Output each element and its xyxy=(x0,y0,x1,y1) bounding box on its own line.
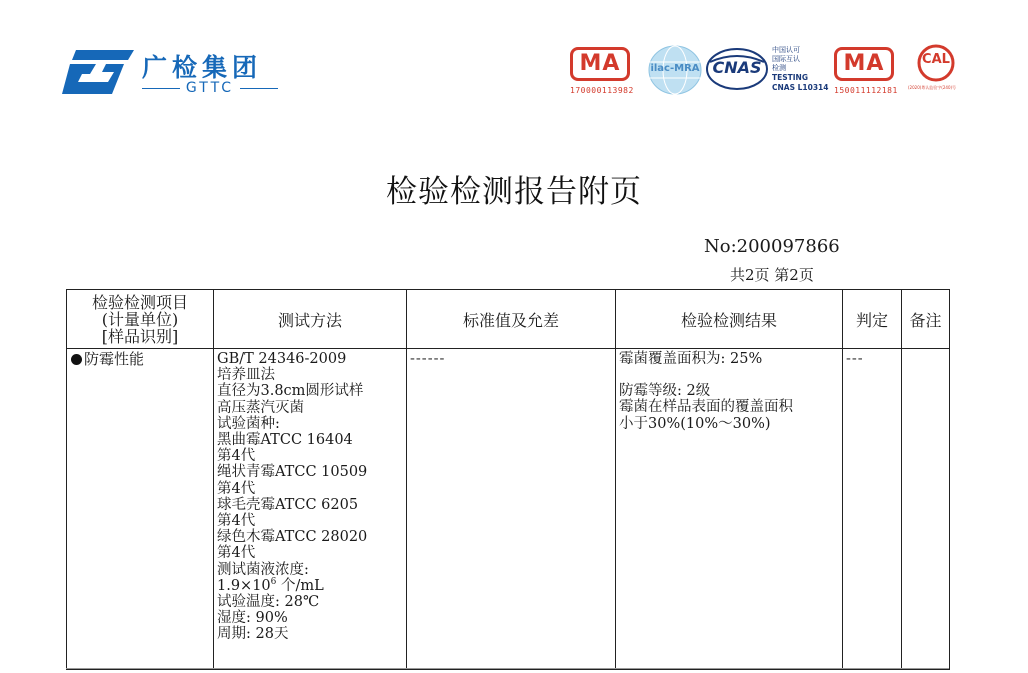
method-line: 第4代 xyxy=(217,448,256,465)
method-line: 试验菌种: xyxy=(217,415,280,432)
cell-judgement xyxy=(843,349,902,670)
result-line: 小于30%(10%～30%) xyxy=(619,415,771,432)
report-number: No:200097866 xyxy=(704,236,840,257)
table-header-row xyxy=(67,290,950,349)
result-line: 霉菌覆盖面积为: 25% xyxy=(619,351,763,367)
company-abbr: GTTC xyxy=(185,80,235,96)
header-judgement: 判定 xyxy=(843,290,902,349)
cnas-badge xyxy=(706,48,768,94)
cnas-line-2: 国际互认 xyxy=(772,55,800,63)
inspection-table xyxy=(66,289,950,670)
cell-method xyxy=(214,349,407,670)
cell-item xyxy=(67,349,214,670)
cell-remark xyxy=(902,349,950,670)
ma-number: 170000113982 xyxy=(570,86,634,95)
ma-mark: MA xyxy=(570,47,630,81)
ma-mark-2: MA xyxy=(834,47,894,81)
header-result: 检验检测结果 xyxy=(616,290,843,349)
method-line: 测试菌液浓度: xyxy=(217,561,309,578)
ma-certificate-badge-2 xyxy=(834,47,898,95)
result-line: 霉菌在样品表面的覆盖面积 xyxy=(619,399,793,416)
header-item: 检验检测项目 (计量单位) [样品识别] xyxy=(67,290,214,349)
method-line: 湿度: 90% xyxy=(217,610,288,627)
cell-standard xyxy=(407,349,616,670)
method-line: 绿色木霉ATCC 28020 xyxy=(217,529,368,546)
method-line: 培养皿法 xyxy=(217,367,275,384)
company-name-cn: 广检集团 xyxy=(142,53,263,82)
cnas-line-1: 中国认可 xyxy=(772,46,800,54)
item-name: 防霉性能 xyxy=(84,350,145,368)
cnas-code: CNAS L10314 xyxy=(772,83,829,92)
ilac-badge xyxy=(647,44,703,100)
method-line: 第4代 xyxy=(217,480,256,497)
bullet-icon xyxy=(71,354,82,365)
ma-certificate-badge xyxy=(570,47,634,95)
cnas-line-3: 检测 xyxy=(772,64,786,72)
method-line: 直径为3.8cm圆形试样 xyxy=(217,383,364,400)
gttc-logo-icon xyxy=(62,48,134,98)
divider xyxy=(142,88,180,89)
standard-value: ------ xyxy=(410,351,446,367)
header-method: 测试方法 xyxy=(214,290,407,349)
company-name-en xyxy=(142,80,278,96)
concentration-line: $1.9\times 10^6$ 个/mL xyxy=(217,577,324,594)
cal-note: (2020)粤认监验字(240)号 xyxy=(908,85,957,90)
method-line: 高压蒸汽灭菌 xyxy=(217,399,304,416)
cell-result xyxy=(616,349,843,670)
method-line: 绳状青霉ATCC 10509 xyxy=(217,464,368,481)
method-line: 试验温度: 28℃ xyxy=(217,594,320,611)
judgement-value: --- xyxy=(846,351,864,367)
company-logo xyxy=(62,44,292,104)
method-line: GB/T 24346-2009 xyxy=(217,351,347,367)
table-row xyxy=(67,349,950,670)
method-line: 黑曲霉ATCC 16404 xyxy=(217,432,353,449)
header-remark: 备注 xyxy=(902,290,950,349)
cal-badge xyxy=(908,44,964,90)
ilac-label: ilac-MRA xyxy=(650,63,700,74)
method-line: 第4代 xyxy=(217,545,256,562)
cnas-label: CNAS xyxy=(712,58,762,77)
table-bottom-line xyxy=(66,668,949,669)
method-line: 周期: 28天 xyxy=(217,626,289,643)
method-line: 第4代 xyxy=(217,513,256,530)
divider xyxy=(240,88,278,89)
method-line: 球毛壳霉ATCC 6205 xyxy=(217,496,359,513)
cal-label: CAL xyxy=(922,52,950,67)
cnas-testing: TESTING xyxy=(772,73,808,82)
result-line: 防霉等级: 2级 xyxy=(619,383,711,400)
page-info: 共2页 第2页 xyxy=(730,266,814,284)
cnas-text-block xyxy=(772,46,828,93)
spacer xyxy=(619,367,839,383)
header-standard: 标准值及允差 xyxy=(407,290,616,349)
ma-number-2: 150011112181 xyxy=(834,86,898,95)
page-title: 检验检测报告附页 xyxy=(386,174,642,210)
remark-value xyxy=(902,349,949,351)
